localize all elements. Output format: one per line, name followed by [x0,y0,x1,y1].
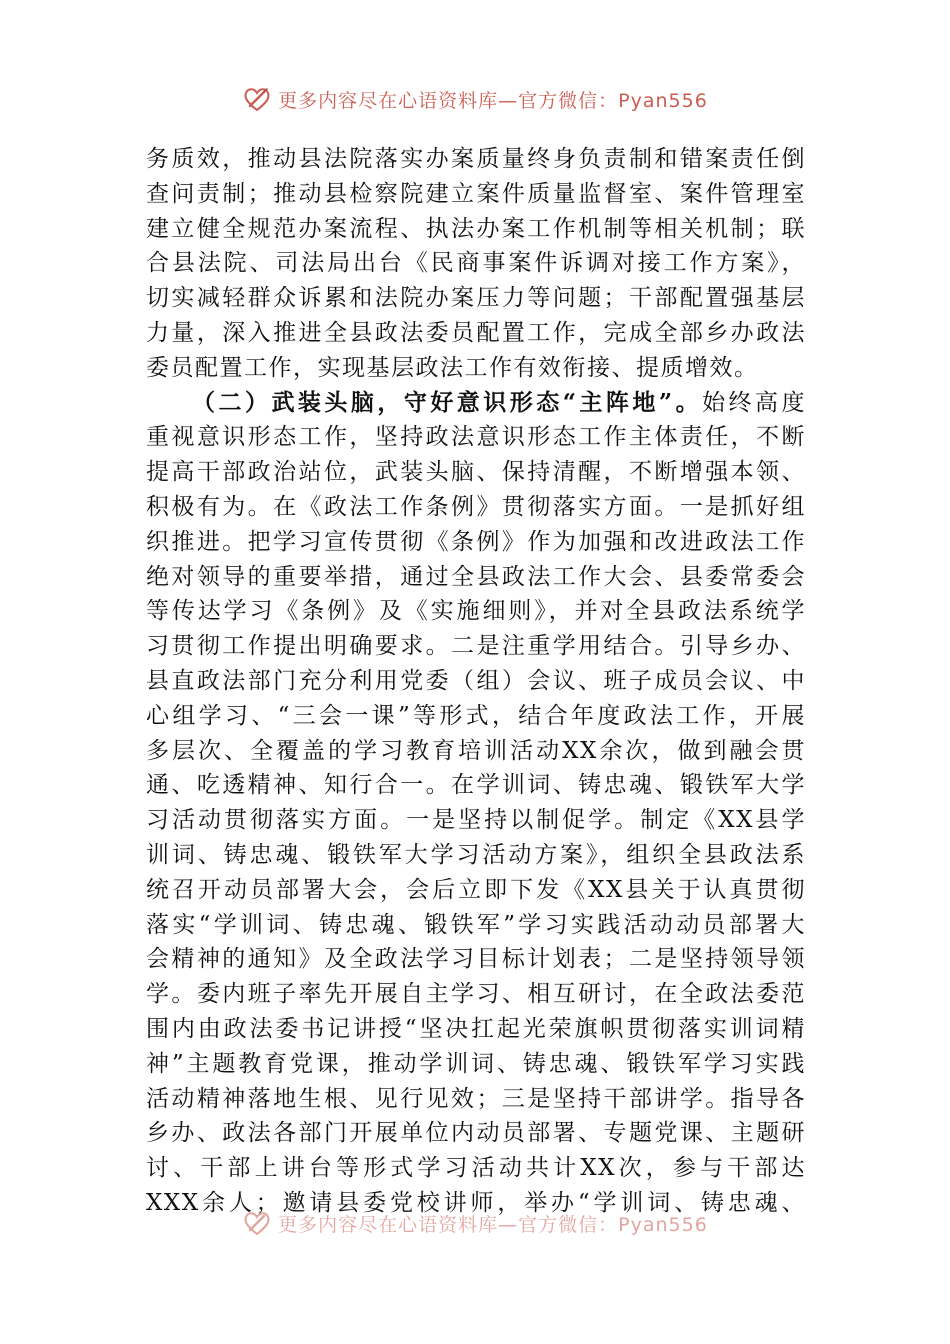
heart-pen-logo-icon [242,84,272,114]
text-line: 织推进。把学习宣传贯彻《条例》作为加强和改进政法工作 [146,528,806,555]
text-line: 心组学习、“三会一课”等形式，结合年度政法工作，开展 [146,702,806,729]
text-line: 讨、干部上讲台等形式学习活动共计XX次，参与干部达 [146,1155,806,1182]
text-line: 积极有为。在《政法工作条例》贯彻落实方面。一是抓好组 [146,493,806,520]
text-line: 等传达学习《条例》及《实施细则》，并对全县政法系统学 [146,598,806,625]
text-line: 绝对领导的重要举措，通过全县政法工作大会、县委常委会 [146,563,806,590]
text-fragment: 始终高度 [702,389,807,416]
watermark-text: 更多内容尽在心语资料库—官方微信：Pyan556 [278,1213,708,1236]
text-line: 围内由政法委书记讲授“坚决扛起光荣旗帜贯彻落实训词精 [146,1015,806,1042]
text-line: 神”主题教育党课，推动学训词、铸忠魂、锻铁军学习实践 [146,1050,806,1077]
text-line: 乡办、政法各部门开展单位内动员部署、专题党课、主题研 [146,1120,806,1147]
text-line: 会精神的通知》及全政法学习目标计划表；二是坚持领导领 [146,946,806,973]
text-line: 训词、铸忠魂、锻铁军大学习活动方案》，组织全县政法系 [146,841,806,868]
text-line: 通、吃透精神、知行合一。在学训词、铸忠魂、锻铁军大学 [146,772,806,799]
heart-pen-logo-icon [242,1208,272,1238]
text-line: 活动精神落地生根、见行见效；三是坚持干部讲学。指导各 [146,1085,806,1112]
section-heading: （二）武装头脑，守好意识形态“主阵地”。 [192,388,703,416]
text-line: 落实“学训词、铸忠魂、锻铁军”学习实践活动动员部署大 [146,911,806,938]
document-body [146,142,806,1221]
watermark-text: 更多内容尽在心语资料库—官方微信：Pyan556 [278,89,708,112]
text-line: 切实减轻群众诉累和法院办案压力等问题；干部配置强基层 [146,285,806,312]
text-line: 委员配置工作，实现基层政法工作有效衔接、提质增效。 [146,354,759,381]
text-line: XXX余人；邀请县委党校讲师，举办“学训词、铸忠魂、 [146,1189,806,1216]
text-line: 建立健全规范办案流程、执法办案工作机制等相关机制；联 [146,215,806,242]
text-line: 提高干部政治站位，武装头脑、保持清醒，不断增强本领、 [146,459,806,486]
text-line: 力量，深入推进全县政法委员配置工作，完成全部乡办政法 [146,319,806,346]
paragraph-2 [146,386,806,1221]
text-line: 统召开动员部署大会，会后立即下发《XX县关于认真贯彻 [146,876,806,903]
header-watermark [0,84,950,114]
text-line: 多层次、全覆盖的学习教育培训活动XX余次，做到融会贯 [146,737,806,764]
text-line: 习贯彻工作提出明确要求。二是注重学用结合。引导乡办、 [146,633,806,660]
section-heading-line [146,386,806,421]
text-line: 学。委内班子率先开展自主学习、相互研讨，在全政法委范 [146,981,806,1008]
text-line: 合县法院、司法局出台《民商事案件诉调对接工作方案》， [146,250,806,277]
text-line: 县直政法部门充分利用党委（组）会议、班子成员会议、中 [146,667,806,694]
text-line: 查问责制；推动县检察院建立案件质量监督室、案件管理室 [146,180,806,207]
text-line: 习活动贯彻落实方面。一是坚持以制促学。制定《XX县学 [146,807,806,834]
paragraph-1 [146,142,806,386]
text-line: 重视意识形态工作，坚持政法意识形态工作主体责任，不断 [146,424,806,451]
footer-watermark [0,1208,950,1238]
text-line: 务质效，推动县法院落实办案质量终身负责制和错案责任倒 [146,146,806,172]
